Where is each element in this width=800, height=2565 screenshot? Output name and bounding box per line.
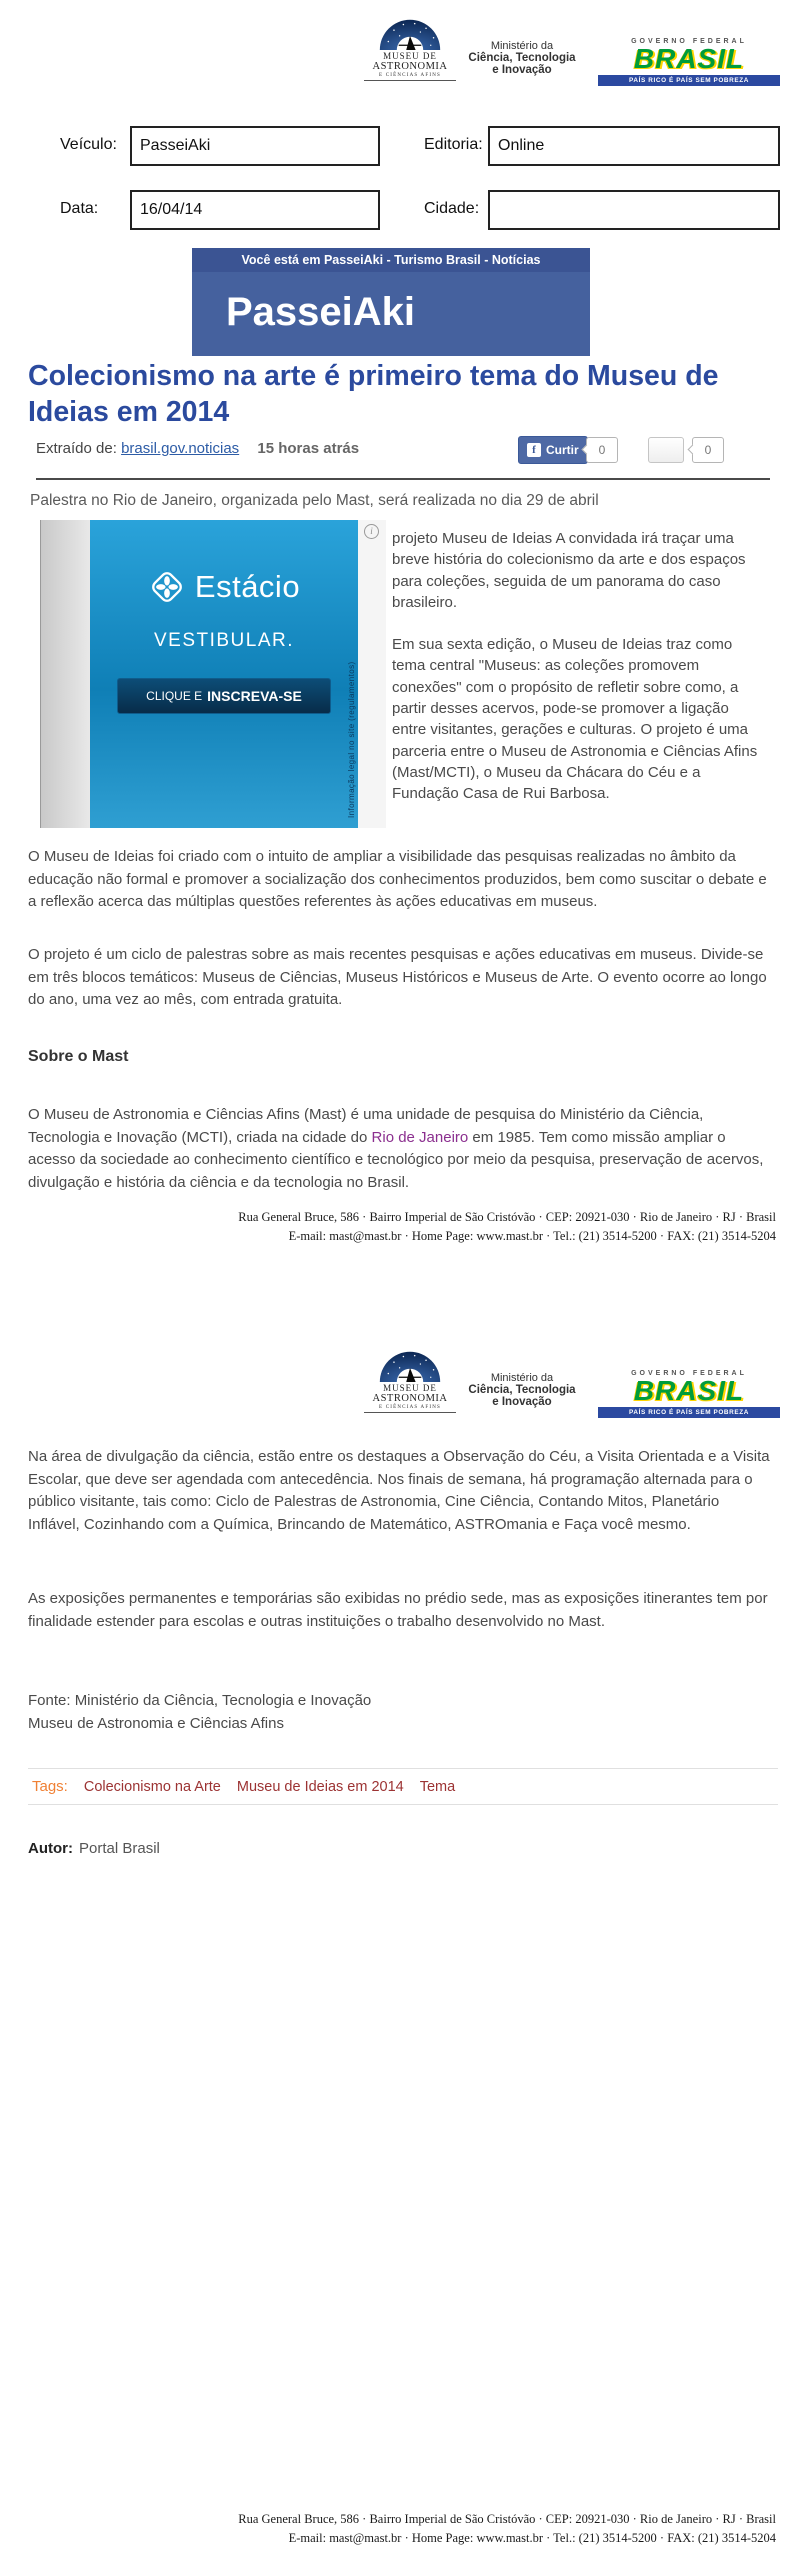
ad-headline: VESTIBULAR. — [153, 630, 295, 651]
mast-logo-line3: E CIÊNCIAS AFINS — [379, 1405, 441, 1410]
mast-logo-line3: E CIÊNCIAS AFINS — [379, 73, 441, 78]
ad-cta-bold: INSCREVA-SE — [207, 688, 302, 704]
article-subtitle: Palestra no Rio de Janeiro, organizada pelo Mast, será realizada no dia 29 de abril — [30, 492, 599, 509]
article-paragraph: O projeto é um ciclo de palestras sobre as mais recentes pesquisas e ações educativas em museus. Divide-se em três blocos temáticos: Museus de Ciências, Museus Históricos e Museus de Arte. O evento ocorre ao longo do ano, uma vez ao mês, com entrada gratuita. — [28, 946, 767, 1008]
mcti-line1: Ministério da — [490, 1372, 554, 1384]
editoria-label: Editoria: — [424, 136, 483, 153]
ad-cta-prefix: CLIQUE E — [146, 689, 203, 703]
share-button[interactable] — [648, 437, 684, 463]
veiculo-input[interactable] — [130, 126, 380, 166]
mast-logo — [358, 1348, 462, 1413]
mast-address-footer — [96, 1208, 776, 1246]
site-banner — [192, 248, 590, 356]
article-paragraph: projeto Museu de Ideias A convidada irá traçar uma breve história do colecionismo da arte e dos espaços para coleções, seguida de um panorama do caso brasileiro. — [392, 530, 746, 611]
cidade-label: Cidade: — [424, 200, 480, 217]
mast-logo-line2: ASTRONOMIA — [372, 1393, 448, 1404]
observatory-dome-icon — [377, 1348, 443, 1382]
fonte-line1: Fonte: Ministério da Ciência, Tecnologia e Inovação — [28, 1692, 372, 1709]
article-paragraph: As exposições permanentes e temporárias são exibidas no prédio sede, mas as exposições itinerantes tem por finalidade estender para escolas e outras instituições o trabalho desenvolvido no Mast. — [28, 1590, 768, 1630]
about-heading: Sobre o Mast — [28, 1048, 129, 1065]
mast-logo-line1: MUSEU DE — [383, 51, 437, 61]
data-label: Data: — [60, 200, 99, 217]
info-icon[interactable]: i — [364, 524, 379, 539]
mast-logo-rule — [364, 80, 456, 81]
tag-link[interactable]: Colecionismo na Arte — [83, 1778, 221, 1795]
mcti-line1: Ministério da — [490, 40, 554, 52]
tags-label: Tags: — [32, 1778, 68, 1795]
mcti-line2: Ciência, Tecnologia — [468, 1384, 576, 1396]
brasil-wordmark: BRASIL — [633, 43, 745, 74]
fonte-line2: Museu de Astronomia e Ciências Afins — [28, 1714, 284, 1732]
cidade-input[interactable] — [488, 190, 780, 230]
ad-side-strip — [40, 520, 91, 828]
site-title: PasseiAki — [192, 272, 590, 356]
mcti-line3: e Inovação — [492, 64, 552, 76]
article-paragraph: Em sua sexta edição, o Museu de Ideias traz como tema central "Museus: as coleções promovem conexões" com o propósito de refletir sobre como, a partir desses acervos, pode-se promover a ligação entre visitantes, gerações e culturas. O projeto é uma parceria entre o Museu de Astronomia e Ciências Afins (Mast/MCTI), o Museu da Chácara do Céu e a Fundação Casa de Rui Barbosa. — [392, 636, 758, 803]
governo-federal-label: GOVERNO FEDERAL — [631, 38, 747, 45]
estacio-brand-name: Estácio — [194, 569, 301, 604]
tag-link[interactable]: Museu de Ideias em 2014 — [236, 1778, 404, 1795]
address-line1: Rua General Bruce, 586 · Bairro Imperial de São Cristóvão · CEP: 20921-030 · Rio de Janeiro · RJ · Brasil — [238, 1210, 776, 1224]
extracted-label: Extraído de: — [36, 440, 117, 457]
observatory-dome-icon — [377, 16, 443, 50]
mast-logo-line2: ASTRONOMIA — [372, 61, 448, 72]
mcti-logo — [466, 1372, 578, 1408]
page-header — [0, 16, 800, 96]
mast-logo — [358, 16, 462, 81]
source-link[interactable]: brasil.gov.noticias — [121, 440, 240, 457]
governo-federal-logo — [598, 1370, 780, 1418]
brasil-tagline: PAÍS RICO É PAÍS SEM POBREZA — [598, 1407, 780, 1418]
governo-federal-label: GOVERNO FEDERAL — [631, 1370, 747, 1377]
estacio-ad-creative[interactable] — [90, 520, 358, 828]
like-label: Curtir — [546, 443, 579, 457]
address-line1: Rua General Bruce, 586 · Bairro Imperial de São Cristóvão · CEP: 20921-030 · Rio de Janeiro · RJ · Brasil — [238, 2512, 776, 2526]
about-text-after: em 1985. Tem como missão ampliar o acesso da sociedade ao conhecimento científico e tecnológico por meio da pesquisa, preservação de acervos, divulgação e história da ciência e da tecnologia no Brasil. — [28, 1128, 764, 1191]
address-line2: E-mail: mast@mast.br · Home Page: www.mast.br · Tel.: (21) 3514-5200 · FAX: (21) 3514-5204 — [288, 1228, 776, 1243]
mast-logo-rule — [364, 1412, 456, 1413]
source-line — [36, 440, 359, 457]
brasil-tagline: PAÍS RICO É PAÍS SEM POBREZA — [598, 75, 780, 86]
mast-logo-line1: MUSEU DE — [383, 1383, 437, 1393]
mcti-line3: e Inovação — [492, 1396, 552, 1408]
facebook-icon: f — [527, 443, 541, 457]
ad-banner — [40, 520, 386, 828]
share-count-badge: 0 — [692, 437, 724, 463]
article-title: Colecionismo na arte é primeiro tema do Museu de Ideias em 2014 — [28, 360, 719, 429]
veiculo-label: Veículo: — [60, 136, 117, 153]
like-count-badge: 0 — [586, 437, 618, 463]
brasil-wordmark: BRASIL — [633, 1375, 745, 1406]
author-label: Autor: — [28, 1840, 73, 1857]
estacio-brand — [90, 520, 358, 606]
author-name: Portal Brasil — [79, 1840, 160, 1857]
author-line — [28, 1840, 160, 1857]
mast-address-footer — [96, 2510, 776, 2548]
ad-cta-button[interactable] — [117, 678, 331, 714]
about-paragraph — [28, 1104, 770, 1194]
article-paragraph: Na área de divulgação da ciência, estão entre os destaques a Observação do Céu, a Visita Orientada e a Visita Escolar, que deve ser agendada com antecedência. Nos finais de semana, há programação alternada para o público visitante, tais como: Ciclo de Palestras de Astronomia, Cine Ciência, Contando Mitos, Planetário Inflável, Cozinhando com a Química, Brincando de Matemático, ASTROmania e Faça você mesmo. — [28, 1448, 770, 1533]
editoria-input[interactable] — [488, 126, 780, 166]
facebook-like-button[interactable] — [518, 436, 588, 464]
data-input[interactable] — [130, 190, 380, 230]
page-header — [0, 1348, 800, 1428]
about-text-before: O Museu de Astronomia e Ciências Afins (Mast) é uma unidade de pesquisa do Ministério da Ciência, Tecnologia e Inovação (MCTI), criada na cidade do — [28, 1106, 704, 1146]
estacio-logo-icon — [148, 568, 186, 606]
tag-link[interactable]: Tema — [419, 1778, 456, 1795]
divider — [36, 478, 770, 480]
address-line2: E-mail: mast@mast.br · Home Page: www.mast.br · Tel.: (21) 3514-5200 · FAX: (21) 3514-5204 — [288, 2530, 776, 2545]
mcti-logo — [466, 40, 578, 76]
article-column — [392, 528, 764, 826]
article-paragraph: O Museu de Ideias foi criado com o intuito de ampliar a visibilidade das pesquisas realizadas no âmbito da educação não formal e promover a socialização dos conhecimentos produzidos, bem como suscitar o debate e a reflexão acerca das múltiplas questões referentes às ações educativas em museus. — [28, 848, 767, 910]
rio-de-janeiro-link[interactable]: Rio de Janeiro — [371, 1128, 469, 1146]
governo-federal-logo — [598, 38, 780, 86]
mcti-line2: Ciência, Tecnologia — [468, 52, 576, 64]
time-ago: 15 horas atrás — [257, 440, 360, 457]
breadcrumb[interactable]: Você está em PasseiAki - Turismo Brasil - Notícias — [192, 248, 590, 272]
tags-row — [28, 1768, 778, 1805]
fonte-block — [28, 1690, 770, 1735]
ad-legal-text: Informação legal no site (regulamentos) — [347, 661, 356, 818]
